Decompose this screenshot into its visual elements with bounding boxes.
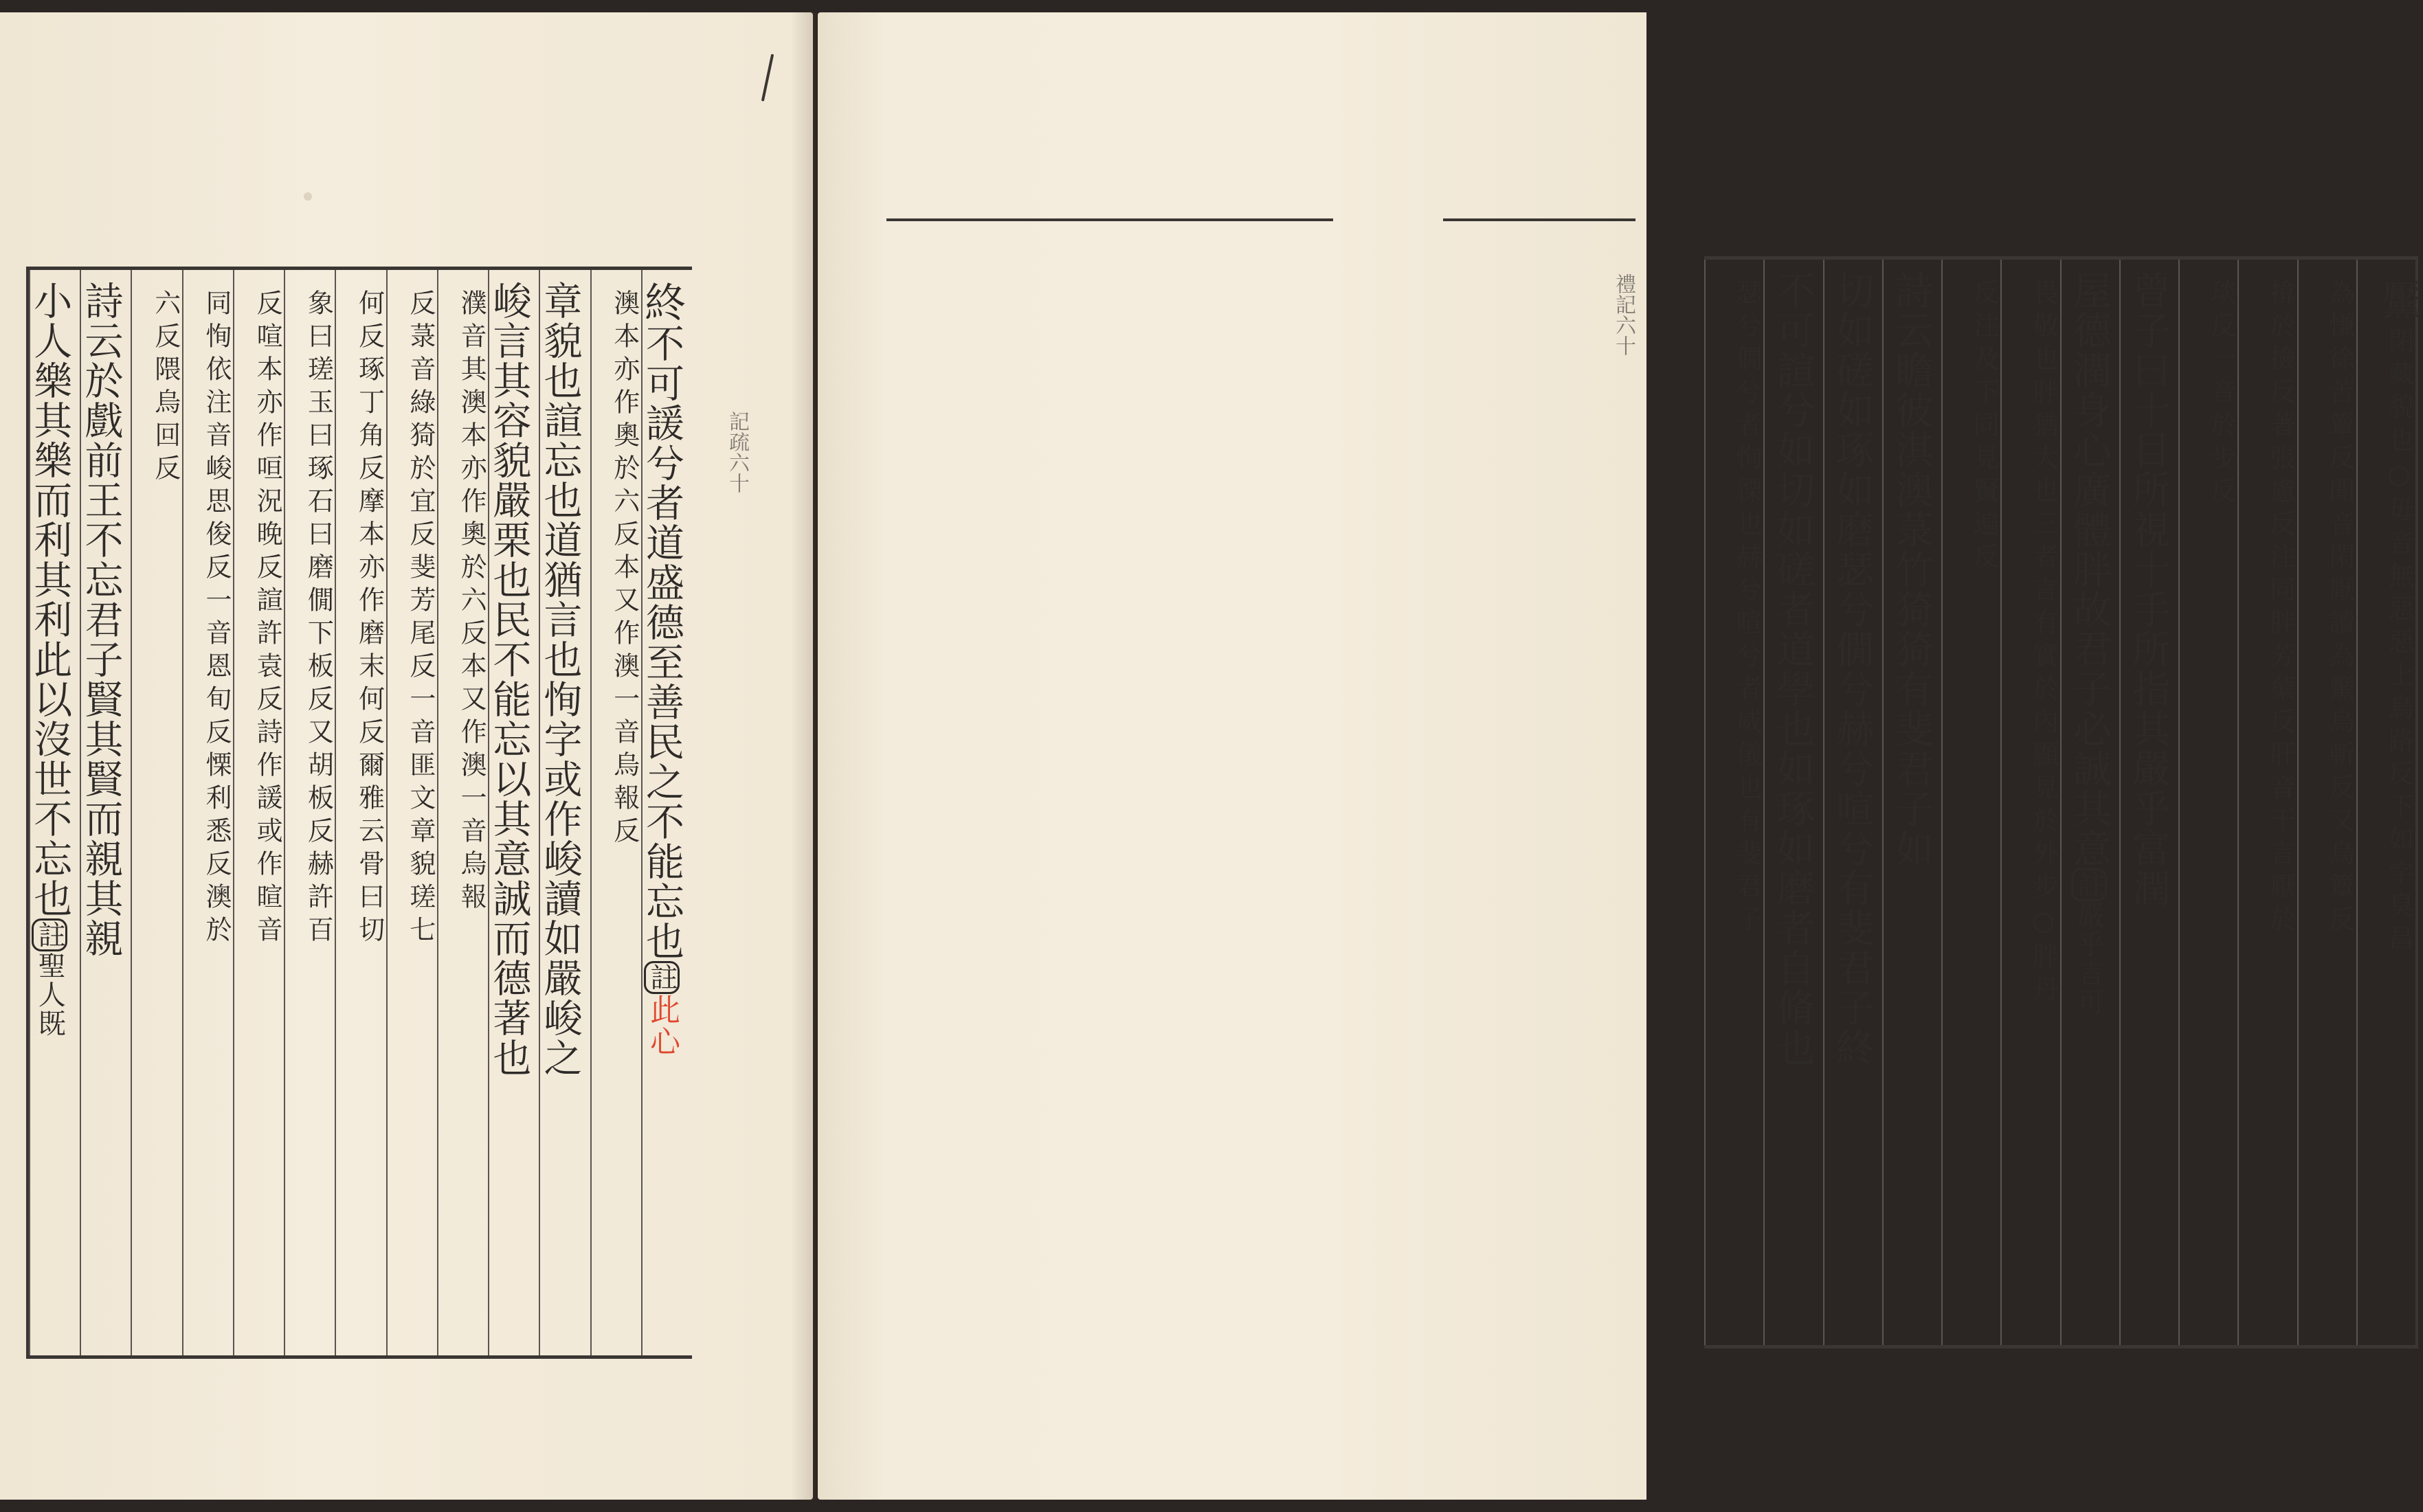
text-column bbox=[638, 270, 692, 1355]
pencil-mark bbox=[761, 54, 774, 101]
text-column bbox=[1823, 260, 1882, 1345]
text-column bbox=[182, 270, 233, 1355]
text-column bbox=[233, 270, 284, 1355]
note-tag: 註 bbox=[2071, 868, 2107, 901]
column-text: 章貌也諠忘也道猶言也恂字或作峻讀如嚴峻之 bbox=[537, 281, 583, 1078]
column-text: 同恂依注音峻思俊反一音恩旬反慄利悉反澳於 bbox=[201, 289, 232, 949]
text-column bbox=[2297, 260, 2356, 1345]
right-text-frame bbox=[1704, 256, 2423, 1349]
note-tag: 註 bbox=[32, 918, 67, 951]
text-column bbox=[488, 270, 539, 1355]
column-text: 閉藏貌也○毋音無惡惡上烏路反下如字臭昌 bbox=[2384, 327, 2414, 958]
column-text: 小人樂其樂而利其利此以沒世不忘也 bbox=[27, 281, 73, 918]
column-text: 瑟兮僩兮者恂慄也赫兮喧兮者威儀也有斐君子 bbox=[1732, 279, 1763, 938]
text-column bbox=[2356, 260, 2423, 1345]
column-text: 琰反一音於步反 bbox=[2206, 279, 2237, 510]
text-column bbox=[284, 270, 335, 1355]
column-text: 屋德潤身心廣體胖故君子必誠其意 bbox=[2066, 271, 2112, 868]
text-column bbox=[131, 270, 181, 1355]
top-rule-2 bbox=[1443, 218, 1635, 221]
column-text: 象曰瑳玉曰琢石曰磨僩下板反又胡板反赫許百 bbox=[303, 289, 334, 949]
column-text: 反喧本亦作咺況晚反諠許袁反詩作諼或作暄音 bbox=[252, 289, 283, 949]
section-marker: 終 bbox=[638, 281, 686, 324]
text-column bbox=[1704, 260, 1763, 1345]
red-annotation: 此心 bbox=[645, 994, 680, 1057]
column-text: 不可諼兮者道盛德至善民之不能忘也 bbox=[640, 324, 684, 961]
text-column bbox=[2060, 260, 2119, 1345]
section-marker: 黶 bbox=[2375, 279, 2423, 327]
column-text: 詩云瞻彼淇澳菉竹猗猗有斐君子如 bbox=[1889, 271, 1934, 868]
left-page bbox=[0, 12, 813, 1500]
text-column bbox=[590, 270, 641, 1355]
fold-label-left: 記疏六十 bbox=[725, 411, 749, 493]
note-tag: 註 bbox=[644, 961, 680, 994]
column-text: 反注及下同見賢遍反 bbox=[1969, 279, 2000, 576]
column-text: 切如磋如琢如磨瑟兮僩兮赫兮喧兮有斐君子終 bbox=[1829, 271, 1875, 1068]
fold-label-right: 禮記六十 bbox=[1611, 273, 1635, 356]
text-column bbox=[386, 270, 437, 1355]
column-text: 反菉音綠猗於宜反斐芳尾反一音匪文章貌瑳七 bbox=[405, 289, 436, 949]
left-text-frame bbox=[26, 267, 692, 1359]
column-text: 揜於撿反著張慮反注同胖芳蘖反肝音干言厭於 bbox=[2265, 279, 2296, 938]
column-text: 詩云於戲前王不忘君子賢其賢而親其親 bbox=[78, 281, 124, 958]
text-column bbox=[539, 270, 590, 1355]
note-tail: 聖人既 bbox=[34, 951, 66, 1038]
note-tail: 嚴乎言可 bbox=[2073, 901, 2105, 1017]
text-column bbox=[1941, 260, 2000, 1345]
column-text: 曾子曰十目所視十手所指其嚴乎富潤 bbox=[2126, 271, 2171, 908]
column-text: 不可諠兮如切如磋者道學也如琢如磨者自脩也 bbox=[1770, 271, 1816, 1068]
right-page bbox=[818, 12, 2423, 1500]
column-text: 峻言其容貌嚴栗也民不能忘以其意誠而德著也 bbox=[487, 281, 532, 1078]
ink-spot bbox=[304, 192, 312, 201]
column-text: 為慊徐苦簟反閒音閑厭讀為黶烏斬反又烏簟反 bbox=[2324, 279, 2355, 938]
text-column bbox=[1763, 260, 1822, 1345]
text-column bbox=[2119, 260, 2178, 1345]
text-column bbox=[2237, 260, 2297, 1345]
text-column bbox=[2178, 260, 2237, 1345]
text-column bbox=[1882, 260, 1941, 1345]
text-column bbox=[29, 270, 80, 1355]
column-text: 畏敬也胖猶大也三者言有實於內顯見於外步○胖丹 bbox=[2028, 279, 2059, 1008]
column-text: 澳本亦作奧於六反本又作澳一音烏報反 bbox=[609, 289, 640, 850]
text-column bbox=[80, 270, 131, 1355]
text-column bbox=[335, 270, 386, 1355]
column-text: 何反琢丁角反摩本亦作磨末何反爾雅云骨曰切 bbox=[354, 289, 385, 949]
text-column bbox=[437, 270, 488, 1355]
column-text: 六反隈烏回反 bbox=[150, 289, 181, 487]
text-column bbox=[2000, 260, 2059, 1345]
top-rule bbox=[886, 218, 1333, 221]
column-text: 濮音其澳本亦作奧於六反本又作澳一音烏報 bbox=[456, 289, 487, 916]
